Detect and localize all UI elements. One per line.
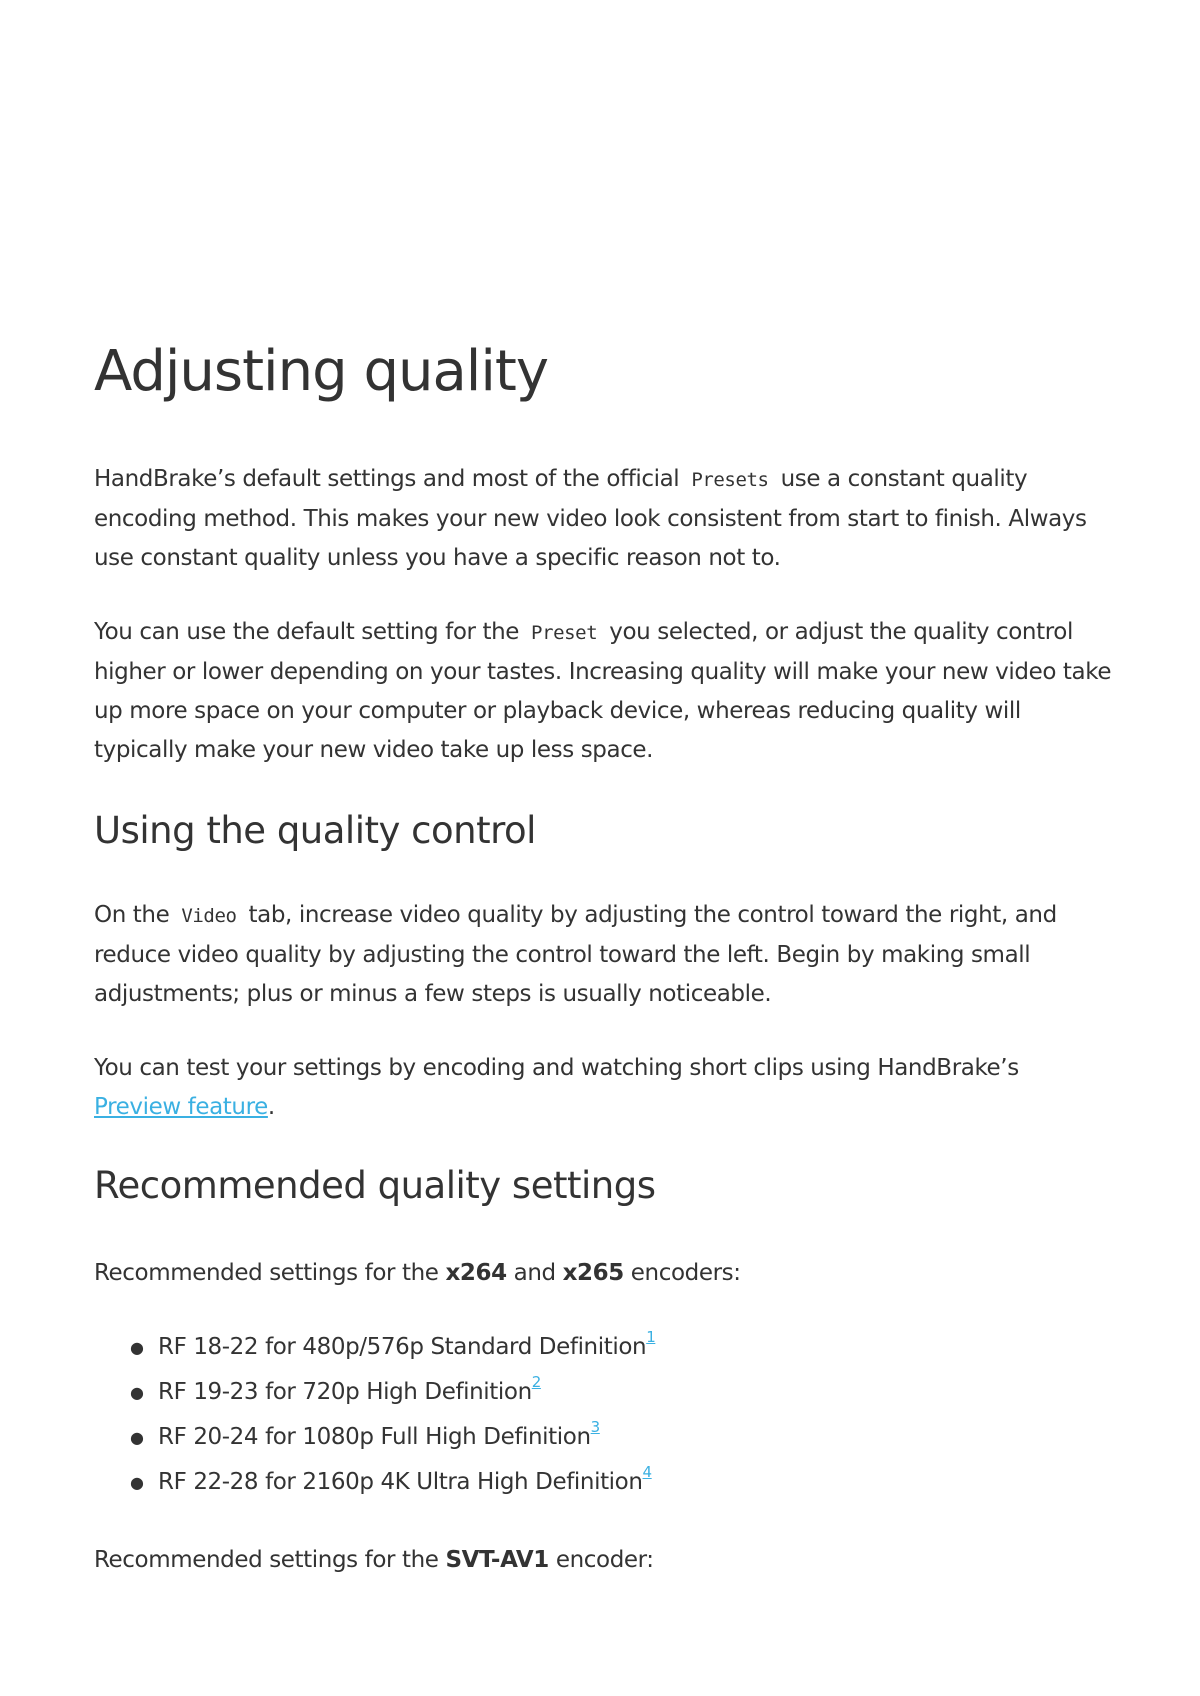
control-paragraph-2: You can test your settings by encoding and watching short clips using HandBrake’s Preview feature. — [94, 1055, 1019, 1120]
preset-code: Preset — [531, 622, 598, 644]
control-paragraph-1: On the Video tab, increase video quality by adjusting the control toward the right, and reduce video quality by adjusting the control toward the left. Begin by making small adjustments; plus or minus a few steps is usually noticeable. — [94, 902, 1057, 1007]
svt-av1-recommendation: Recommended settings for the SVT-AV1 encoder: — [94, 1547, 654, 1573]
preview-feature-link[interactable]: Preview feature — [94, 1094, 268, 1120]
x26x-settings-list — [94, 1325, 655, 1505]
bullet-icon: ● — [130, 1338, 144, 1357]
bullet-icon: ● — [130, 1428, 144, 1447]
footnote-link-4[interactable]: 4 — [642, 1463, 652, 1481]
x26x-recommendation: Recommended settings for the x264 and x265 encoders: — [94, 1260, 741, 1286]
list-item: ● RF 22-28 for 2160p 4K Ultra High Definition$^4$ — [158, 1460, 655, 1505]
footnote-link-3[interactable]: 3 — [590, 1418, 600, 1436]
intro-paragraph-1: HandBrake’s default settings and most of the official Presets use a constant quality encoding method. This makes your new video look consistent from start to finish. Always use constant quality unless you have a specific reason not to. — [94, 466, 1087, 571]
intro-paragraph-2: You can use the default setting for the Preset you selected, or adjust the quality control higher or lower depending on your tastes. Increasing quality will make your new video take up more space on your computer or playback device, whereas reducing quality will typically make your new video take up less space. — [94, 619, 1112, 763]
heading-recommended-quality-settings: Recommended quality settings — [94, 1164, 656, 1207]
footnote-link-2[interactable]: 2 — [531, 1373, 541, 1391]
video-tab-code: Video — [181, 905, 237, 927]
bullet-icon: ● — [130, 1383, 144, 1402]
list-item: ● RF 20-24 for 1080p Full High Definition$^3$ — [158, 1415, 655, 1460]
footnote-link-1[interactable]: 1 — [646, 1328, 656, 1346]
bullet-icon: ● — [130, 1473, 144, 1492]
page-title: Adjusting quality — [94, 339, 549, 404]
presets-code: Presets — [691, 469, 769, 491]
list-item: ● RF 19-23 for 720p High Definition$^2$ — [158, 1370, 655, 1415]
list-item: ● RF 18-22 for 480p/576p Standard Definition$^1$ — [158, 1325, 655, 1370]
heading-using-quality-control: Using the quality control — [94, 809, 536, 852]
